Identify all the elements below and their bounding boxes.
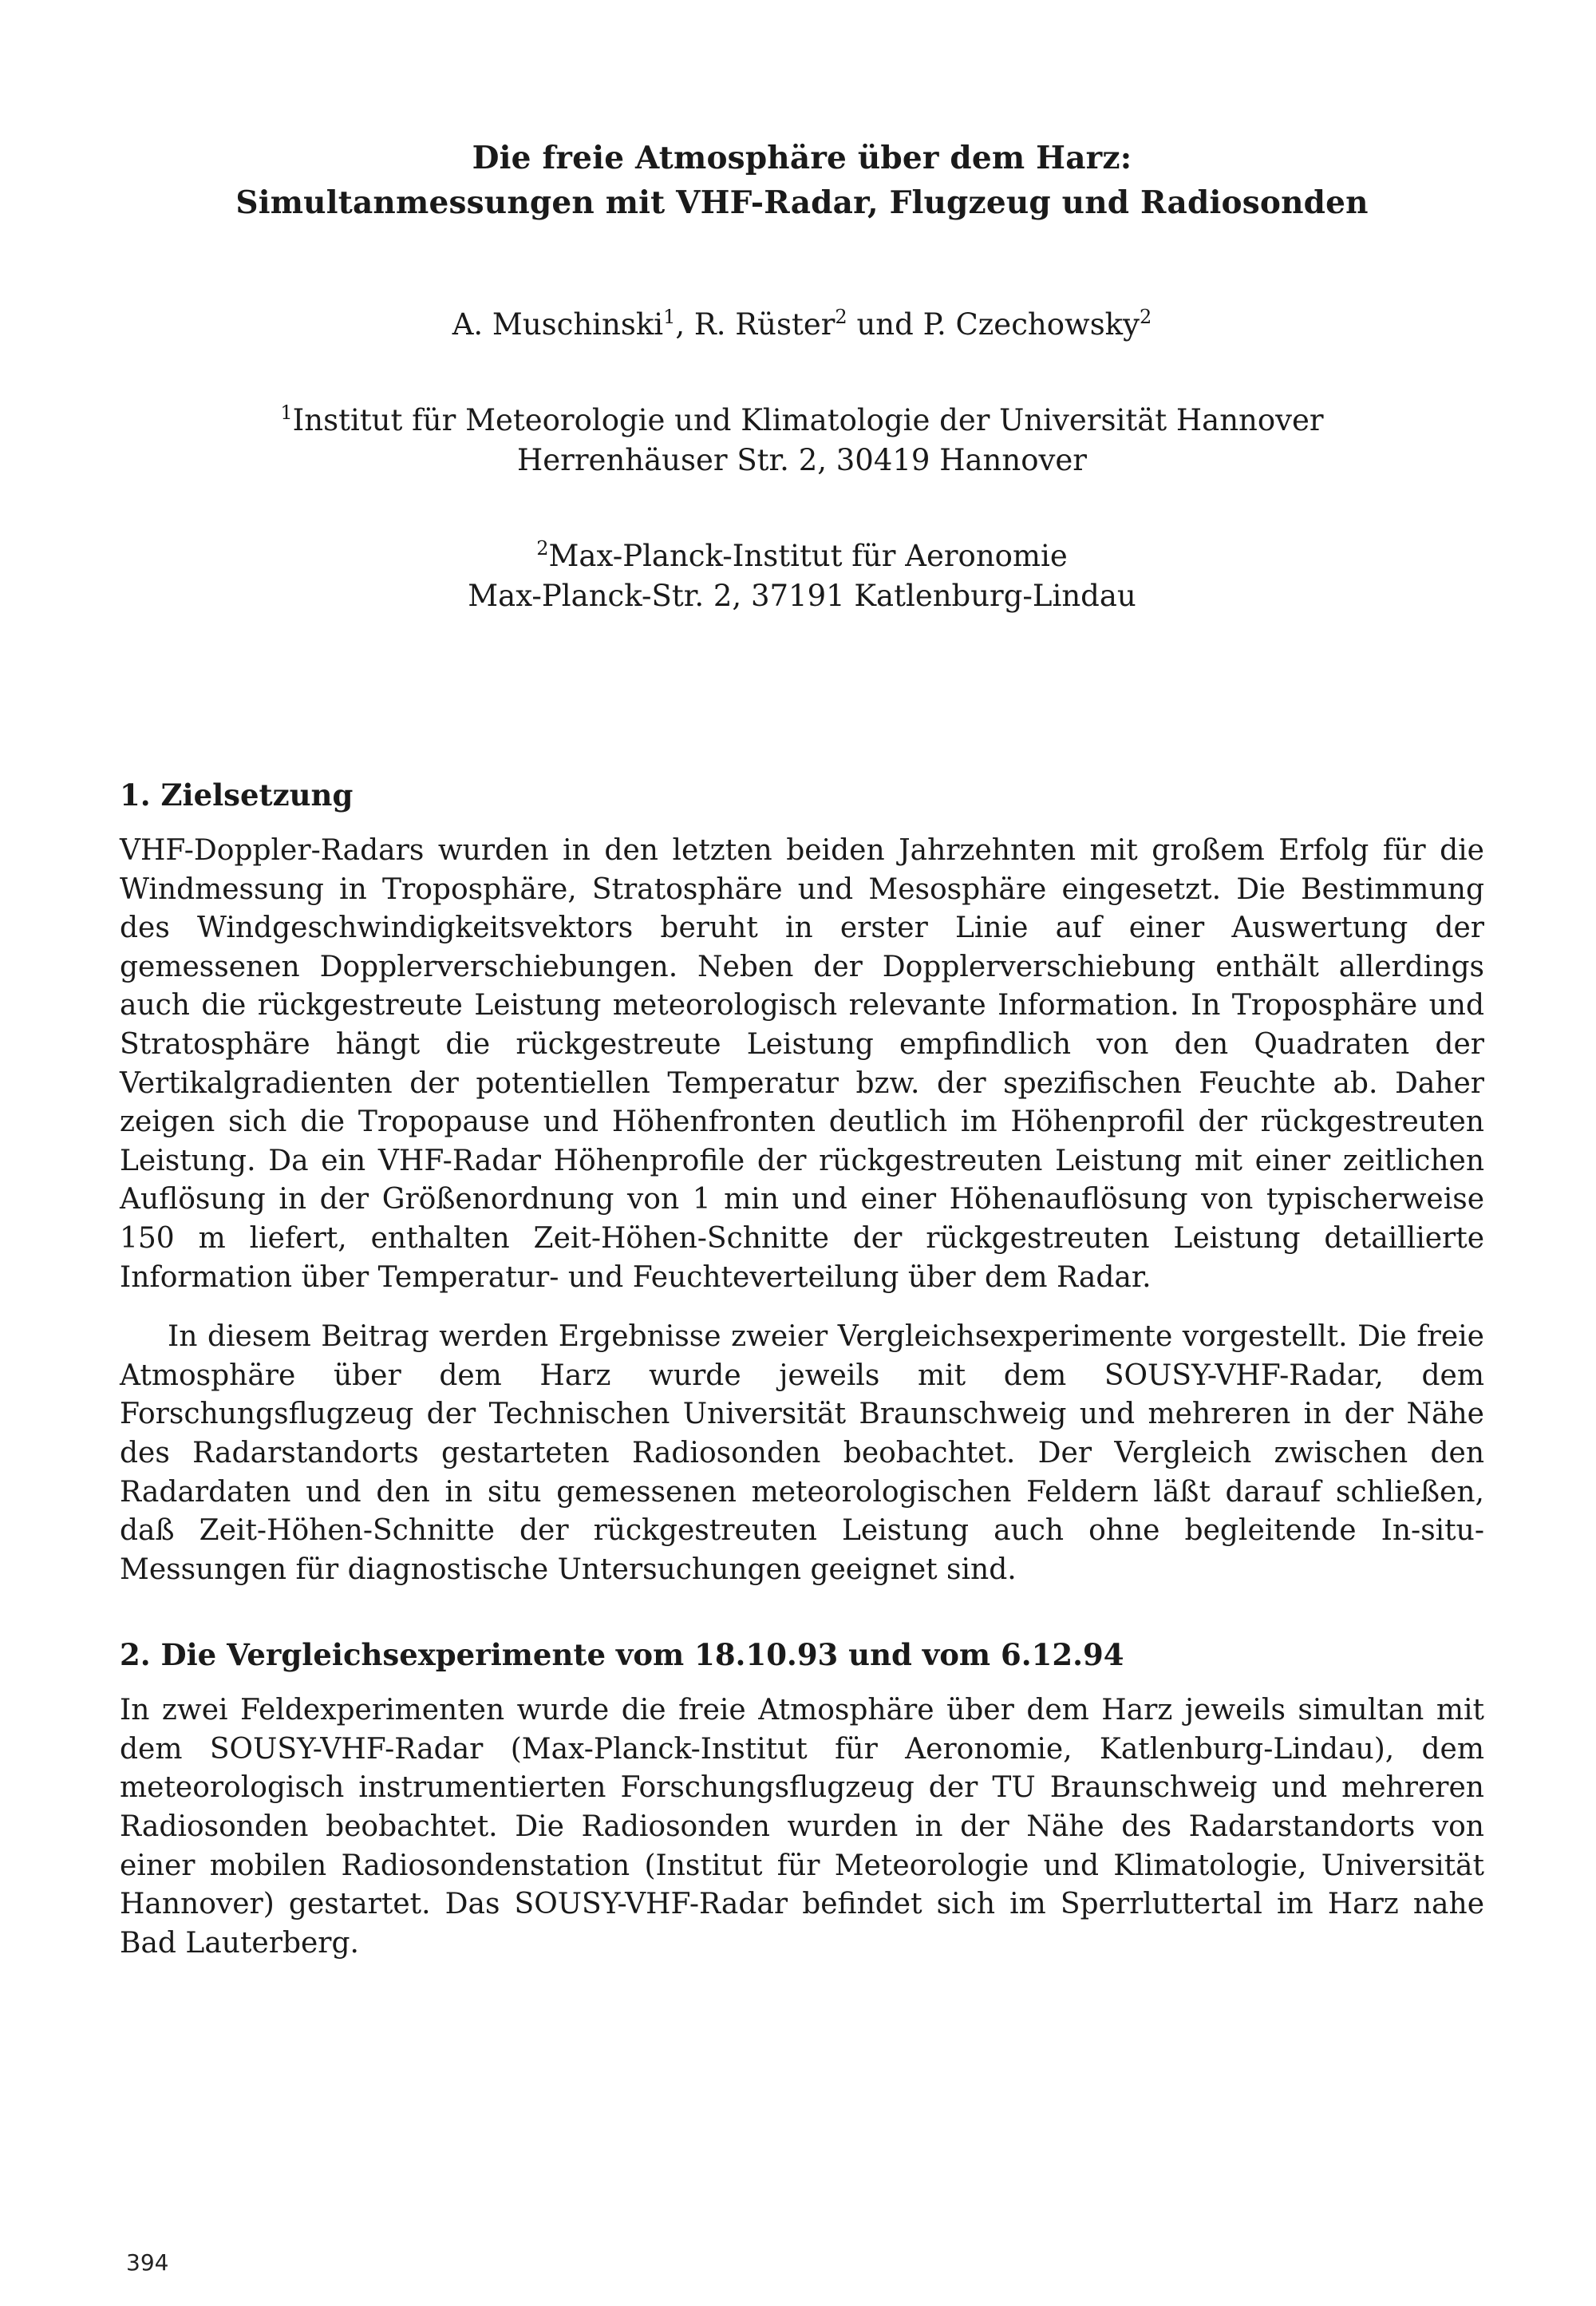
author-separator: und <box>847 307 923 342</box>
affiliation-1 <box>120 401 1484 481</box>
affiliation-address: Max-Planck-Str. 2, 37191 Katlenburg-Lindau <box>468 579 1136 613</box>
affiliation-mark: 2 <box>536 537 549 560</box>
section-heading-vergleichsexperimente: 2. Die Vergleichsexperimente vom 18.10.93 und vom 6.12.94 <box>120 1637 1124 1673</box>
section-heading-zielsetzung: 1. Zielsetzung <box>120 777 354 813</box>
author-name: R. Rüster <box>693 307 836 342</box>
author-separator: , <box>675 307 694 342</box>
affiliation-2 <box>120 536 1484 616</box>
paper-page <box>120 136 1484 1963</box>
author-affiliation-mark: 1 <box>663 306 676 328</box>
author-affiliation-mark: 2 <box>835 306 847 328</box>
title-line-1: Die freie Atmosphäre über dem Harz: <box>472 140 1132 176</box>
body-paragraph: In zwei Feldexperimenten wurde die freie Atmosphäre über dem Harz jeweils simultan mit dem SOUSY-VHF-Radar (Max-Planck-Institut für Aeronomie, Katlenburg-Lindau), dem meteorologisch instrumentierten Forschungsflugzeug der TU Braunschweig und mehreren Radiosonden beobachtet. Die Radiosonden wurden in der Nähe des Radarstandorts von einer mobilen Radiosondenstation (Institut für Meteorologie und Klimatologie, Universität Hannover) gestartet. Das SOUSY-VHF-Radar befindet sich im Sperrluttertal im Harz nahe Bad Lauterberg. <box>120 1694 1484 1960</box>
author-name: A. Muschinski <box>452 307 664 342</box>
affiliation-institution: Institut für Meteorologie und Klimatologie der Universität Hannover <box>292 403 1324 437</box>
affiliation-institution: Max-Planck-Institut für Aeronomie <box>548 539 1068 573</box>
body-paragraph: In diesem Beitrag werden Ergebnisse zweier Vergleichsexperimente vorgestellt. Die freie Atmosphäre über dem Harz wurde jeweils mit dem SOUSY-VHF-Radar, dem Forschungsflugzeug der Technischen Universität Braunschweig und mehreren in der Nähe des Radarstandorts gestarteten Radiosonden beobachtet. Der Vergleich zwischen den Radardaten und den in situ gemessenen meteorologischen Feldern läßt darauf schließen, daß Zeit-Höhen-Schnitte der rückgestreuten Leistung auch ohne begleitende In-situ-Messungen für diagnostische Untersuchungen geeignet sind. <box>120 1320 1484 1586</box>
author-list <box>120 305 1484 345</box>
page-number: 394 <box>126 2249 169 2276</box>
body-paragraph: VHF-Doppler-Radars wurden in den letzten beiden Jahrzehnten mit großem Erfolg für die Windmessung in Troposphäre, Stratosphäre und Mesosphäre eingesetzt. Die Bestimmung des Windgeschwindigkeitsvektors beruht in erster Linie auf einer Auswertung der gemessenen Dopplerverschiebungen. Neben der Dopplerverschiebung enthält allerdings auch die rückgestreute Leistung meteorologisch relevante Information. In Troposphäre und Stratosphäre hängt die rückgestreute Leistung empfindlich von den Quadraten der Vertikalgradienten der potentiellen Temperatur bzw. der spezifischen Feuchte ab. Daher zeigen sich die Tropopause und Höhenfronten deutlich im Höhenprofil der rückgestreuten Leistung. Da ein VHF-Radar Höhenprofile der rückgestreuten Leistung mit einer zeitlichen Auflösung in der Größenordnung von 1 min und einer Höhenauflösung von typischerweise 150 m liefert, enthalten Zeit-Höhen-Schnitte der rückgestreuten Leistung detaillierte Information über Temperatur- und Feuchteverteilung über dem Radar. <box>120 834 1484 1294</box>
author-name: P. Czechowsky <box>922 307 1140 342</box>
affiliation-address: Herrenhäuser Str. 2, 30419 Hannover <box>517 443 1087 477</box>
title-line-2: Simultanmessungen mit VHF-Radar, Flugzeug und Radiosonden <box>235 184 1369 221</box>
author-affiliation-mark: 2 <box>1140 306 1152 328</box>
affiliation-mark: 1 <box>280 401 293 424</box>
paper-title <box>120 136 1484 225</box>
